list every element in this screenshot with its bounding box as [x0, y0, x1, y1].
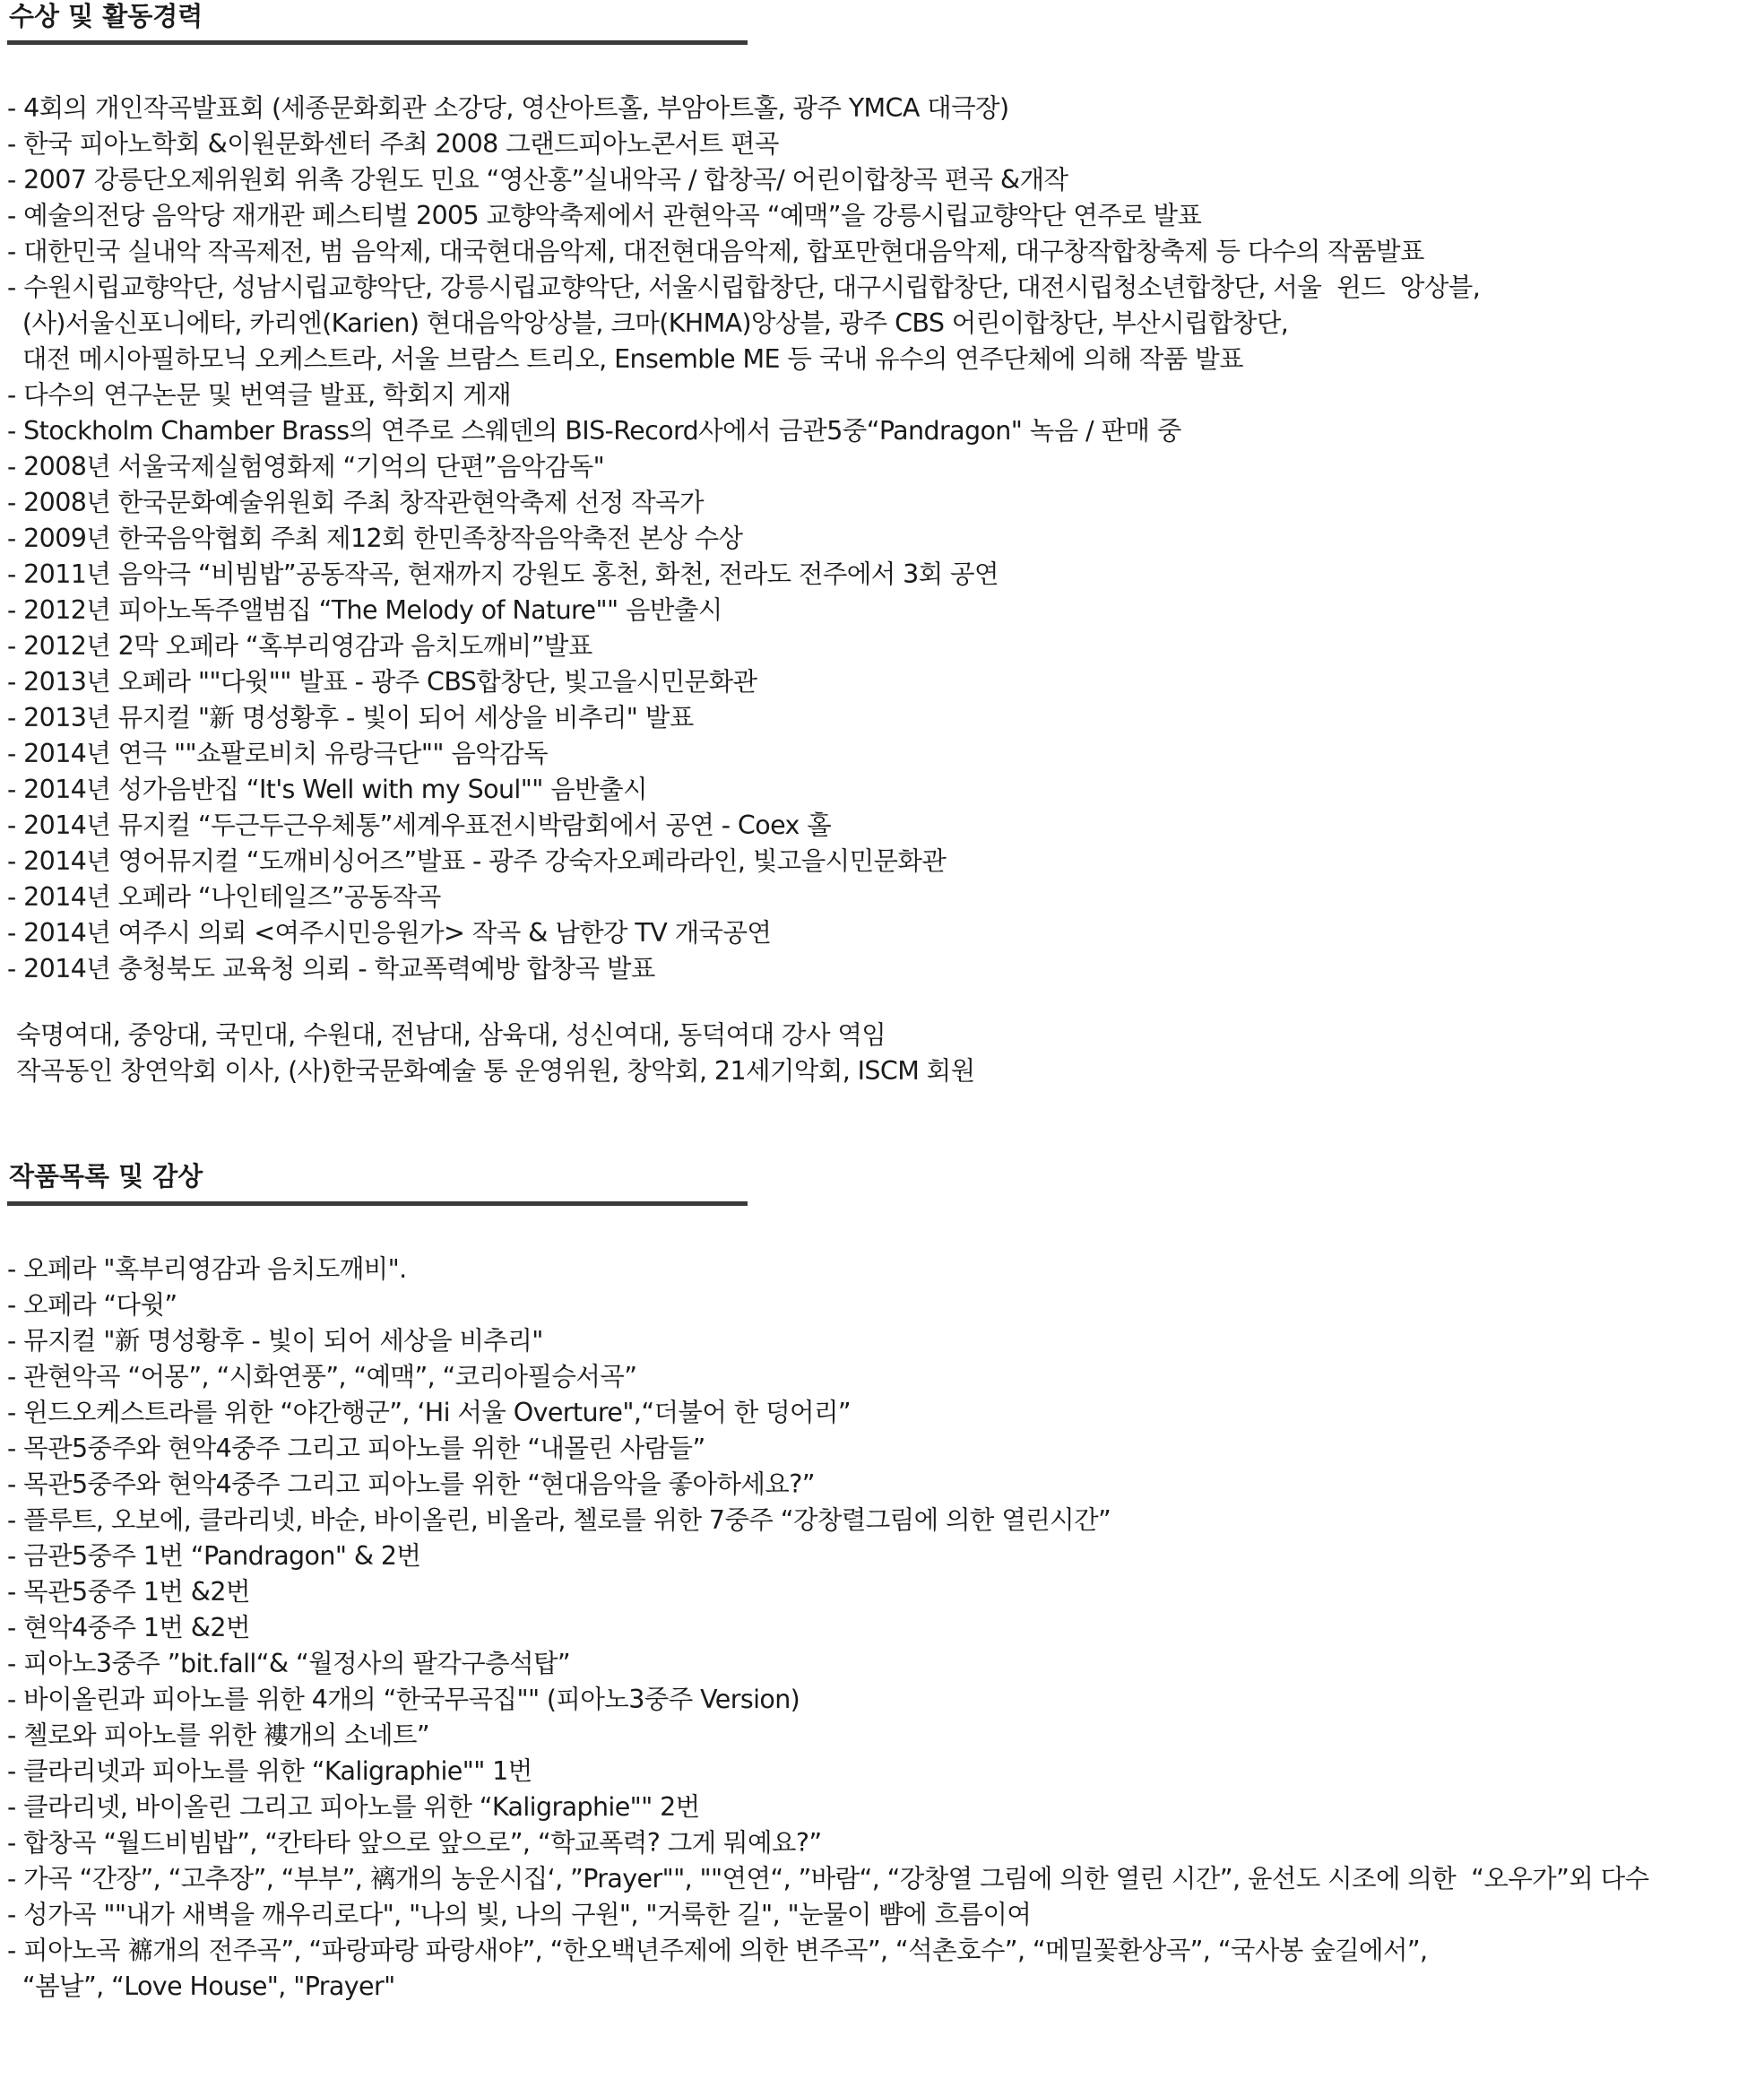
awards-list [7, 91, 1480, 987]
list-item: - 플루트, 오보에, 클라리넷, 바순, 바이올린, 비올라, 첼로를 위한 7중주 “강창렬그림에 의한 열린시간” [7, 1505, 1111, 1535]
awards-divider [7, 40, 748, 45]
list-item: - 첼로와 피아노를 위한 褸개의 소네트” [7, 1720, 430, 1750]
list-item: - 2008년 서울국제실험영화제 “기억의 단편”음악감독" [7, 452, 605, 481]
list-item: - 피아노3중주 ”bit.fall“& “월정사의 팔각구층석탑” [7, 1649, 571, 1678]
list-item: - Stockholm Chamber Brass의 연주로 스웨덴의 BIS-Record사에서 금관5중“Pandragon" 녹음 / 판매 중 [7, 416, 1181, 446]
list-item: - 2014년 영어뮤지컬 “도깨비싱어즈”발표 - 광주 강숙자오페라라인, 빛고을시민문화관 [7, 846, 947, 876]
list-item: - 바이올린과 피아노를 위한 4개의 “한국무곡집"" (피아노3중주 Version) [7, 1685, 800, 1714]
list-item: - 목관5중주와 현악4중주 그리고 피아노를 위한 “현대음악을 좋아하세요?” [7, 1469, 815, 1499]
list-item: - 2014년 성가음반집 “It's Well with my Soul"" 음반출시 [7, 775, 647, 804]
works-divider [7, 1201, 748, 1206]
list-item: - 2014년 여주시 의뢰 <여주시민응원가> 작곡 & 남한강 TV 개국공연 [7, 918, 772, 948]
list-item: - 2014년 오페라 “나인테일즈”공동작곡 [7, 882, 441, 912]
list-item: - 한국 피아노학회 &이원문화센터 주최 2008 그랜드피아노콘서트 편곡 [7, 129, 779, 159]
list-item: - 클라리넷, 바이올린 그리고 피아노를 위한 “Kaligraphie"" 2번 [7, 1792, 700, 1822]
list-item: - 뮤지컬 "新 명성황후 - 빛이 되어 세상을 비추리" [7, 1326, 543, 1356]
list-item: “봄날”, “Love House", "Prayer" [7, 1971, 395, 2001]
list-item: - 다수의 연구논문 및 번역글 발표, 학회지 게재 [7, 380, 512, 410]
works-list [7, 1252, 1649, 2005]
list-item: 작곡동인 창연악회 이사, (사)한국문화예술 통 운영위원, 창악회, 21세기악회, ISCM 회원 [16, 1056, 975, 1086]
list-item: - 2007 강릉단오제위원회 위촉 강원도 민요 “영산홍”실내악곡 / 합창곡/ 어린이합창곡 편곡 &개작 [7, 165, 1068, 195]
list-item: - 대한민국 실내악 작곡제전, 범 음악제, 대국현대음악제, 대전현대음악제, 합포만현대음악제, 대구창작합창축제 등 다수의 작품발표 [7, 237, 1424, 266]
list-item: - 목관5중주 1번 &2번 [7, 1577, 250, 1607]
list-item: - 오페라 “다윗” [7, 1290, 177, 1320]
list-item: - 2012년 피아노독주앨범집 “The Melody of Nature"" 음반출시 [7, 595, 722, 625]
list-item: - 2013년 뮤지컬 "新 명성황후 - 빛이 되어 세상을 비추리" 발표 [7, 703, 694, 732]
list-item: - 4회의 개인작곡발표회 (세종문화회관 소강당, 영산아트홀, 부암아트홀, 광주 YMCA 대극장) [7, 93, 1009, 123]
list-item: - 합창곡 “월드비빔밥”, “칸타타 앞으로 앞으로”, “학교폭력? 그게 뭐예요?” [7, 1828, 822, 1858]
list-item: - 관현악곡 “어몽”, “시화연풍”, “예맥”, “코리아필승서곡” [7, 1362, 637, 1391]
works-title: 작품목록 및 감상 [9, 1161, 203, 1191]
list-item: 숙명여대, 중앙대, 국민대, 수원대, 전남대, 삼육대, 성신여대, 동덕여대 강사 역임 [16, 1020, 886, 1050]
list-item: - 수원시립교향악단, 성남시립교향악단, 강릉시립교향악단, 서울시립합창단, 대구시립합창단, 대전시립청소년합창단, 서울 윈드 앙상블, [7, 273, 1481, 302]
list-item: - 클라리넷과 피아노를 위한 “Kaligraphie"" 1번 [7, 1756, 532, 1786]
list-item: 대전 메시아필하모닉 오케스트라, 서울 브람스 트리오, Ensemble ME 등 국내 유수의 연주단체에 의해 작품 발표 [7, 344, 1243, 374]
list-item: - 윈드오케스트라를 위한 “야간행군”, ‘Hi 서울 Overture",“더불어 한 덩어리” [7, 1398, 852, 1427]
list-item: - 피아노곡 褯개의 전주곡”, “파랑파랑 파랑새야”, “한오백년주제에 의한 변주곡”, “석촌호수”, “메밀꽃환상곡”, “국사봉 숲길에서”, [7, 1936, 1428, 1965]
list-item: - 가곡 “간장”, “고추장”, “부부”, 褵개의 농운시집‘, ”Prayer"", ""연연“, ”바람“, “강창열 그림에 의한 열린 시간”, 윤선도 시조에 의한 “오우가”외 다수 [7, 1864, 1649, 1893]
list-item: - 성가곡 ""내가 새벽을 깨우리로다", "나의 빛, 나의 구원", "거룩한 길", "눈물이 뺨에 흐름이여 [7, 1900, 1032, 1929]
list-item: - 2009년 한국음악협회 주최 제12회 한민족창작음악축전 본상 수상 [7, 524, 743, 553]
list-item: - 2008년 한국문화예술위원회 주최 창작관현악축제 선정 작곡가 [7, 488, 704, 517]
list-item: - 2012년 2막 오페라 “혹부리영감과 음치도깨비”발표 [7, 631, 592, 661]
list-item: - 예술의전당 음악당 재개관 페스티벌 2005 교향악축제에서 관현악곡 “예맥”을 강릉시립교향악단 연주로 발표 [7, 201, 1202, 230]
list-item: (사)서울신포니에타, 카리엔(Karien) 현대음악앙상블, 크마(KHMA)앙상블, 광주 CBS 어린이합창단, 부산시립합창단, [7, 308, 1289, 338]
list-item: - 오페라 "혹부리영감과 음치도깨비". [7, 1254, 407, 1284]
positions-list [16, 1018, 975, 1089]
list-item: - 현악4중주 1번 &2번 [7, 1613, 250, 1642]
list-item: - 2011년 음악극 “비빔밥”공동작곡, 현재까지 강원도 홍천, 화천, 전라도 전주에서 3회 공연 [7, 559, 999, 589]
list-item: - 2014년 뮤지컬 “두근두근우체통”세계우표전시박람회에서 공연 - Coex 홀 [7, 810, 832, 840]
list-item: - 2013년 오페라 ""다윗"" 발표 - 광주 CBS합창단, 빛고을시민문화관 [7, 667, 757, 697]
list-item: - 목관5중주와 현악4중주 그리고 피아노를 위한 “내몰린 사람들” [7, 1434, 705, 1463]
list-item: - 금관5중주 1번 “Pandragon" & 2번 [7, 1541, 421, 1571]
list-item: - 2014년 충청북도 교육청 의뢰 - 학교폭력예방 합창곡 발표 [7, 954, 655, 984]
list-item: - 2014년 연극 ""쇼팔로비치 유랑극단"" 음악감독 [7, 739, 549, 768]
awards-title: 수상 및 활동경력 [9, 1, 203, 31]
